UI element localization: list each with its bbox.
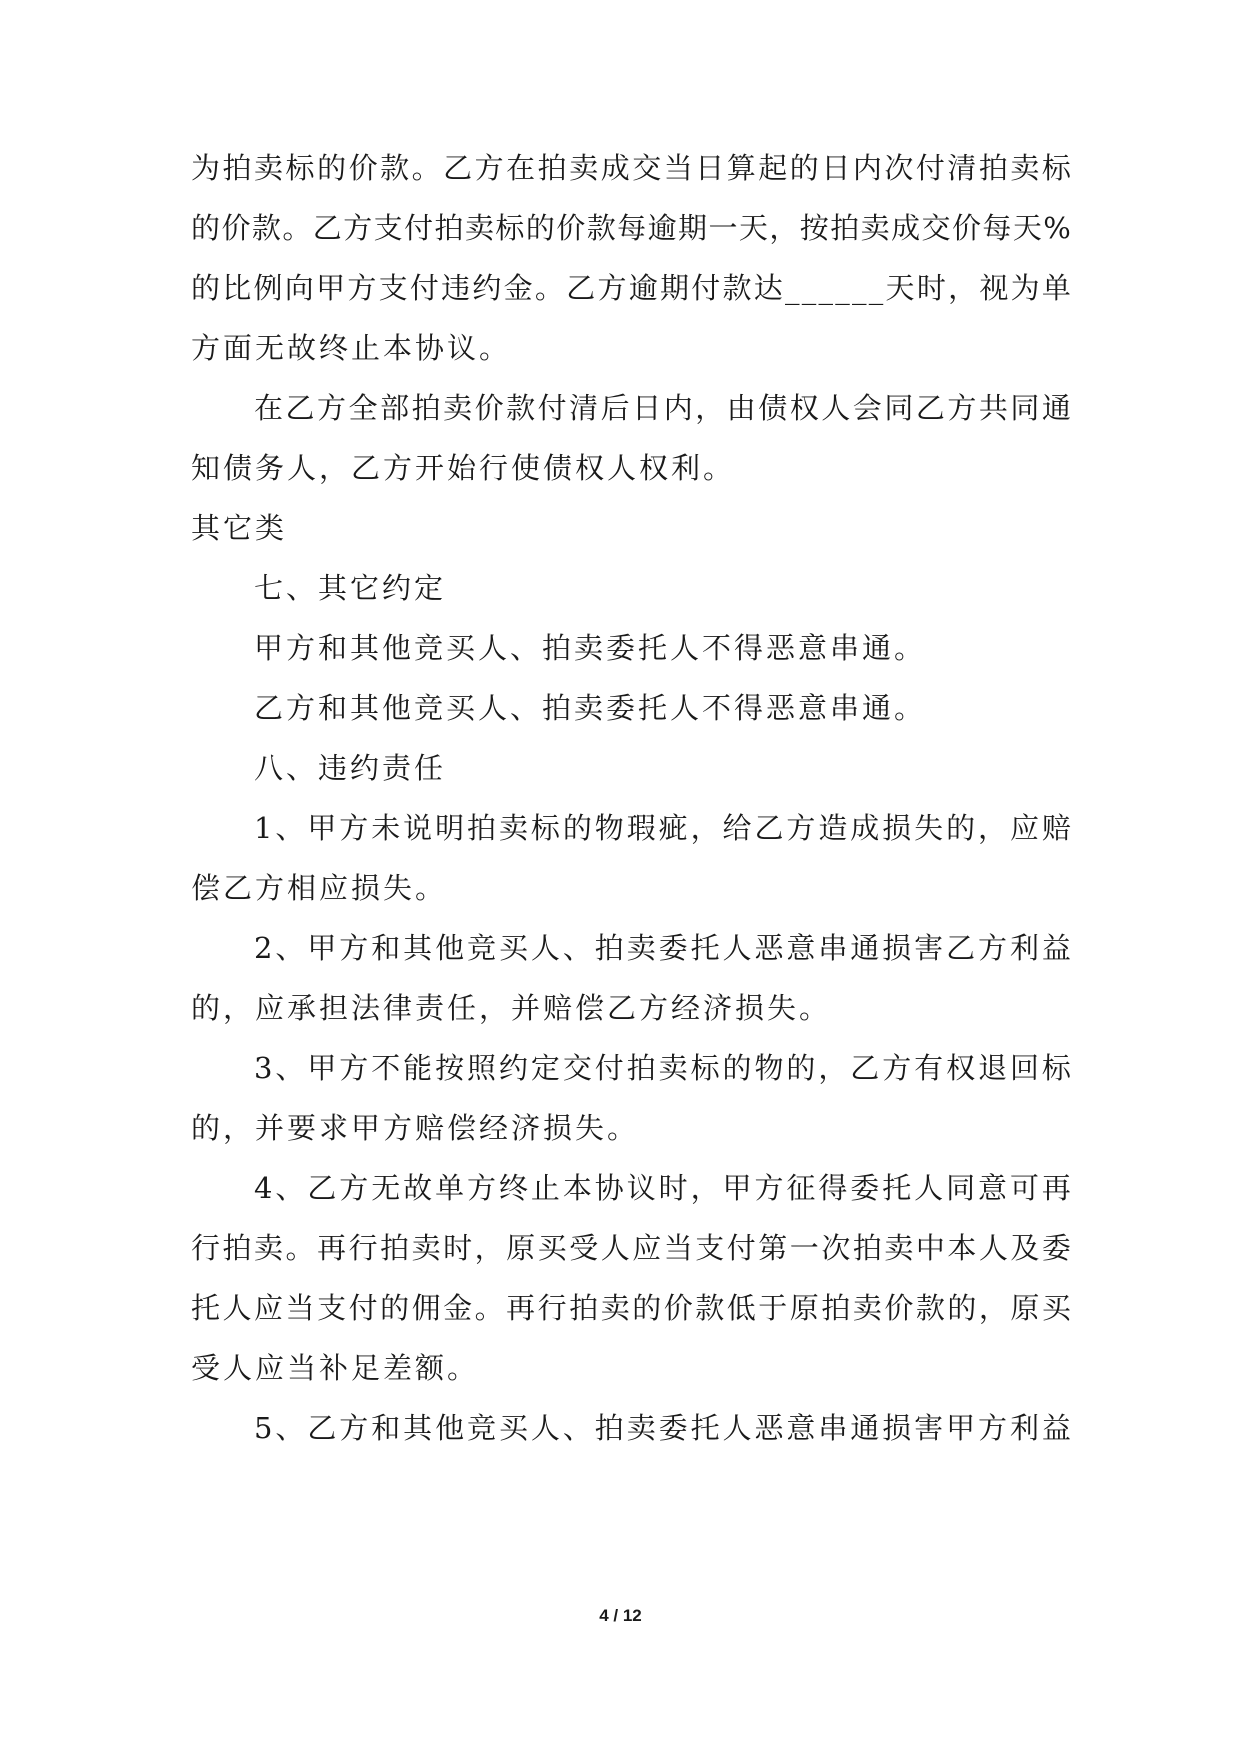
section-heading: 八、违约责任 [254, 751, 447, 785]
clause-line: 5 、 乙 方 和 其 他 竞 买 人 、 拍 卖 委 托 人 恶 意 串 通 损 害 甲 方 利 益 [254, 1411, 1071, 1445]
text-line: 托 人 应 当 支 付 的 佣 金 。 再 行 拍 卖 的 价 款 低 于 原 拍 卖 价 款 的 ， 原 买 [191, 1291, 1071, 1325]
page-number: 4 / 12 [599, 1606, 642, 1625]
text-line: 知债务人，乙方开始行使债权人权利。 [191, 451, 736, 485]
section-category-heading: 其它类 [191, 511, 288, 545]
clause-line: 1 、 甲 方 未 说 明 拍 卖 标 的 物 瑕 疵 ， 给 乙 方 造 成 损 失 的 ， 应 赔 [254, 811, 1071, 845]
clause-line: 2 、 甲 方 和 其 他 竞 买 人 、 拍 卖 委 托 人 恶 意 串 通 损 害 乙 方 利 益 [254, 931, 1071, 965]
text-line: 行 拍 卖 。 再 行 拍 卖 时 ， 原 买 受 人 应 当 支 付 第 一 次 拍 卖 中 本 人 及 委 [191, 1231, 1071, 1265]
text-line: 的，应承担法律责任，并赔偿乙方经济损失。 [191, 991, 832, 1025]
paragraph-line: 在 乙 方 全 部 拍 卖 价 款 付 清 后 日 内 ， 由 债 权 人 会 同 乙 方 共 同 通 [254, 391, 1071, 425]
clause-line: 3 、 甲 方 不 能 按 照 约 定 交 付 拍 卖 标 的 物 的 ， 乙 方 有 权 退 回 标 [254, 1051, 1071, 1085]
text-line: 的 价 款 。 乙 方 支 付 拍 卖 标 的 价 款 每 逾 期 一 天 ， 按 拍 卖 成 交 价 每 天 % [191, 211, 1071, 245]
text-line: 的，并要求甲方赔偿经济损失。 [191, 1111, 640, 1145]
paragraph-line: 甲方和其他竞买人、拍卖委托人不得恶意串通。 [254, 631, 927, 665]
text-line: 的 比 例 向 甲 方 支 付 违 约 金 。 乙 方 逾 期 付 款 达 _ _ _ _ _ _ 天 时 ， 视 为 单 [191, 271, 1071, 305]
text-line: 受人应当补足差额。 [191, 1351, 480, 1385]
section-heading: 七、其它约定 [254, 571, 447, 605]
text-line: 为 拍 卖 标 的 价 款 。 乙 方 在 拍 卖 成 交 当 日 算 起 的 日 内 次 付 清 拍 卖 标 [191, 151, 1071, 185]
paragraph-line: 乙方和其他竞买人、拍卖委托人不得恶意串通。 [254, 691, 927, 725]
text-line: 方面无故终止本协议。 [191, 331, 512, 365]
text-line: 偿乙方相应损失。 [191, 871, 448, 905]
clause-line: 4 、 乙 方 无 故 单 方 终 止 本 协 议 时 ， 甲 方 征 得 委 托 人 同 意 可 再 [254, 1171, 1071, 1205]
